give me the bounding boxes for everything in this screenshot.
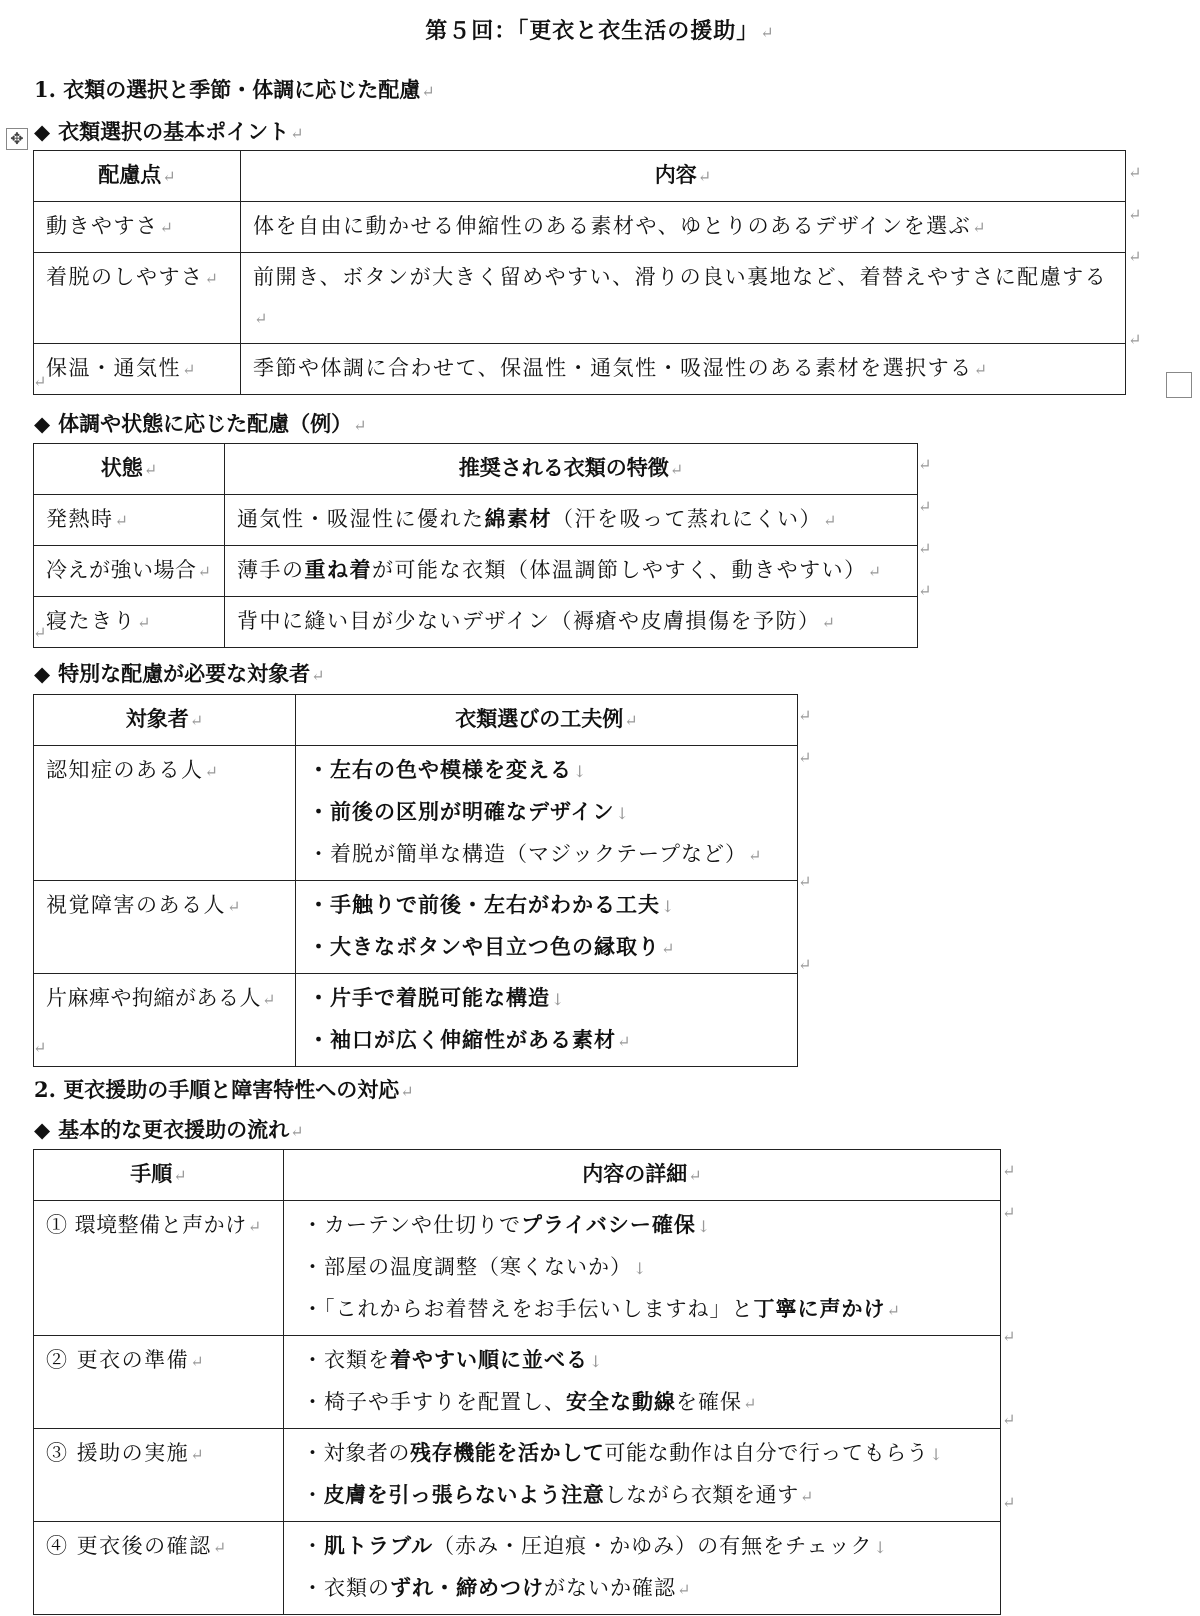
- table-row: [34, 202, 1126, 253]
- key-cell: ④ 更衣後の確認↵: [34, 1522, 284, 1615]
- table-row: [34, 1201, 1001, 1336]
- row-end-mark: ↵: [1128, 163, 1142, 182]
- table-move-handle-icon[interactable]: ✥: [6, 128, 28, 150]
- key-cell: 着脱のしやすさ↵: [34, 253, 241, 344]
- value-cell: ・手触りで前後・左右がわかる工夫↓ ・大きなボタンや目立つ色の縁取り↵: [296, 881, 798, 974]
- table-header-row: [34, 444, 918, 495]
- row-end-mark: ↵: [918, 539, 932, 558]
- empty-paragraph: ↵: [33, 623, 47, 642]
- table-row: [34, 546, 918, 597]
- special-needs-table: [33, 694, 798, 1067]
- dressing-steps-table: [33, 1149, 1001, 1615]
- header-cell: 配慮点↵: [34, 151, 241, 202]
- row-end-mark: ↵: [1002, 1327, 1016, 1346]
- empty-paragraph: ↵: [33, 372, 47, 391]
- key-cell: 認知症のある人↵: [34, 746, 296, 881]
- value-cell: ・片手で着脱可能な構造↓ ・袖口が広く伸縮性がある素材↵: [296, 974, 798, 1067]
- subsection-1-3-heading: ◆ 特別な配慮が必要な対象者↵: [34, 661, 325, 686]
- value-cell: ・衣類を着やすい順に並べる↓ ・椅子や手すりを配置し、安全な動線を確保↵: [284, 1336, 1001, 1429]
- value-cell: 薄手の重ね着が可能な衣類（体温調節しやすく、動きやすい）↵: [225, 546, 918, 597]
- table-row: [34, 881, 798, 974]
- diamond-bullet-icon: ◆: [34, 119, 51, 144]
- table-header-row: [34, 151, 1126, 202]
- row-end-mark: ↵: [1002, 1493, 1016, 1512]
- key-cell: 発熱時↵: [34, 495, 225, 546]
- row-end-mark: ↵: [918, 497, 932, 516]
- value-cell: ・カーテンや仕切りでプライバシー確保↓ ・部屋の温度調整（寒くないか）↓ ・「これからお着替えをお手伝いしますね」と丁寧に声かけ↵: [284, 1201, 1001, 1336]
- row-end-mark: ↵: [918, 581, 932, 600]
- row-end-mark: ↵: [1002, 1410, 1016, 1429]
- header-cell: 手順↵: [34, 1150, 284, 1201]
- subsection-1-2-heading: ◆ 体調や状態に応じた配慮（例）↵: [34, 411, 367, 436]
- row-end-mark: ↵: [1002, 1203, 1016, 1222]
- value-cell: ・対象者の残存機能を活かして可能な動作は自分で行ってもらう↓ ・皮膚を引っ張らないよう注意しながら衣類を通す↵: [284, 1429, 1001, 1522]
- header-cell: 状態↵: [34, 444, 225, 495]
- table-row: [34, 344, 1126, 395]
- header-cell: 内容の詳細↵: [284, 1150, 1001, 1201]
- header-cell: 内容↵: [241, 151, 1126, 202]
- key-cell: 動きやすさ↵: [34, 202, 241, 253]
- table-row: [34, 597, 918, 648]
- condition-table: [33, 443, 918, 648]
- key-cell: 冷えが強い場合↵: [34, 546, 225, 597]
- key-cell: ② 更衣の準備↵: [34, 1336, 284, 1429]
- table-row: [34, 974, 798, 1067]
- empty-paragraph: ↵: [33, 1038, 47, 1057]
- section-1-heading: 1. 衣類の選択と季節・体調に応じた配慮↵: [34, 77, 435, 102]
- row-end-mark: ↵: [798, 872, 812, 891]
- table-row: [34, 495, 918, 546]
- subsection-1-1-heading: ◆ 衣類選択の基本ポイント↵: [34, 119, 304, 144]
- value-cell: ・左右の色や模様を変える↓ ・前後の区別が明確なデザイン↓ ・着脱が簡単な構造（マジックテープなど）↵: [296, 746, 798, 881]
- value-cell: ・肌トラブル（赤み・圧迫痕・かゆみ）の有無をチェック↓ ・衣類のずれ・締めつけがないか確認↵: [284, 1522, 1001, 1615]
- page-title: 第５回：「更衣と衣生活の援助」↵: [425, 18, 775, 44]
- value-cell: 通気性・吸湿性に優れた綿素材（汗を吸って蒸れにくい）↵: [225, 495, 918, 546]
- clothing-basics-table: [33, 150, 1126, 395]
- row-end-mark: ↵: [1128, 247, 1142, 266]
- row-end-mark: ↵: [1002, 1161, 1016, 1180]
- table-resize-handle[interactable]: [1166, 372, 1192, 398]
- diamond-bullet-icon: ◆: [34, 1117, 51, 1142]
- table-header-row: [34, 1150, 1001, 1201]
- key-cell: 寝たきり↵: [34, 597, 225, 648]
- key-cell: 視覚障害のある人↵: [34, 881, 296, 974]
- key-cell: 片麻痺や拘縮がある人↵: [34, 974, 296, 1067]
- header-cell: 衣類選びの工夫例↵: [296, 695, 798, 746]
- table-header-row: [34, 695, 798, 746]
- key-cell: ③ 援助の実施↵: [34, 1429, 284, 1522]
- table-row: [34, 253, 1126, 344]
- diamond-bullet-icon: ◆: [34, 411, 51, 436]
- table-row: [34, 1429, 1001, 1522]
- row-end-mark: ↵: [1128, 205, 1142, 224]
- table-row: [34, 746, 798, 881]
- key-cell: ① 環境整備と声かけ↵: [34, 1201, 284, 1336]
- subsection-2-1-heading: ◆ 基本的な更衣援助の流れ↵: [34, 1117, 304, 1142]
- header-cell: 対象者↵: [34, 695, 296, 746]
- row-end-mark: ↵: [918, 455, 932, 474]
- table-row: [34, 1522, 1001, 1615]
- value-cell: 背中に縫い目が少ないデザイン（褥瘡や皮膚損傷を予防）↵: [225, 597, 918, 648]
- header-cell: 推奨される衣類の特徴↵: [225, 444, 918, 495]
- table-row: [34, 1336, 1001, 1429]
- key-cell: 保温・通気性↵: [34, 344, 241, 395]
- row-end-mark: ↵: [1128, 330, 1142, 349]
- row-end-mark: ↵: [798, 748, 812, 767]
- row-end-mark: ↵: [798, 706, 812, 725]
- value-cell: 季節や体調に合わせて、保温性・通気性・吸湿性のある素材を選択する↵: [241, 344, 1126, 395]
- diamond-bullet-icon: ◆: [34, 661, 51, 686]
- section-2-heading: 2. 更衣援助の手順と障害特性への対応↵: [34, 1077, 414, 1102]
- value-cell: 前開き、ボタンが大きく留めやすい、滑りの良い裏地など、着替えやすさに配慮する↵: [241, 253, 1126, 344]
- value-cell: 体を自由に動かせる伸縮性のある素材や、ゆとりのあるデザインを選ぶ↵: [241, 202, 1126, 253]
- row-end-mark: ↵: [798, 955, 812, 974]
